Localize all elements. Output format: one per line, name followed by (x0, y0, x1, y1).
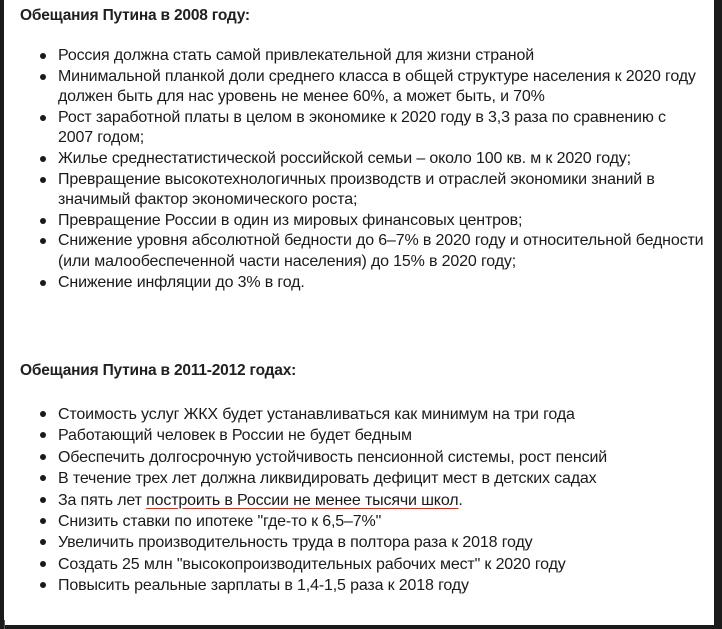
bullet-icon (40, 561, 46, 567)
bullet-icon (40, 74, 46, 80)
document-page (4, 0, 714, 625)
list-item: Повысить реальные зарплаты в 1,4-1,5 раза к 2018 году (4, 575, 704, 596)
list-item: Работающий человек в России не будет бедным (4, 425, 704, 446)
list-item: Россия должна стать самой привлекательной для жизни страной (4, 46, 704, 67)
section-heading-2011-2012: Обещания Путина в 2011-2012 годах: (20, 362, 297, 379)
list-item: Превращение России в один из мировых финансовых центров; (4, 211, 704, 232)
list-item: Превращение высокотехнологичных производств и отраслей экономики знаний в значимый фактор экономического роста; (4, 170, 704, 211)
bullet-icon (40, 475, 46, 481)
list-item: Снижение уровня абсолютной бедности до 6–7% в 2020 году и относительной бедности (или малообеспеченной части населения) до 15% в 2020 году; (4, 231, 704, 272)
bullet-icon (40, 539, 46, 545)
list-item: Снижение инфляции до 3% в год. (4, 273, 704, 294)
bullet-icon (40, 115, 46, 121)
bullet-icon (40, 218, 46, 224)
bullet-icon (40, 156, 46, 162)
list-item: Снизить ставки по ипотеке "где-то к 6,5–7%" (4, 511, 704, 532)
underlined-phrase: построить в России не менее тысячи школ (146, 491, 459, 509)
list-item: За пять лет построить в России не менее тысячи школ. (4, 490, 704, 511)
cursor-mark (4, 620, 5, 629)
list-item: Создать 25 млн "высокопроизводительных рабочих мест" к 2020 году (4, 554, 704, 575)
list-item: Минимальной планкой доли среднего класса в общей структуре населения к 2020 году должен быть для нас уровень не менее 60%, а может быть, и 70% (4, 67, 704, 108)
list-item: В течение трех лет должна ликвидировать дефицит мест в детских садах (4, 468, 704, 489)
list-item: Обеспечить долгосрочную устойчивость пенсионной системы, рост пенсий (4, 447, 704, 468)
bullet-icon (40, 238, 46, 244)
promises-2011-2012-list (4, 404, 704, 597)
list-item: Жилье среднестатистической российской семьи – около 100 кв. м к 2020 году; (4, 149, 704, 170)
list-item: Увеличить производительность труда в полтора раза к 2018 году (4, 532, 704, 553)
bullet-icon (40, 177, 46, 183)
bullet-icon (40, 432, 46, 438)
bullet-icon (40, 280, 46, 286)
bullet-icon (40, 497, 46, 503)
list-item: Стоимость услуг ЖКХ будет устанавливаться как минимум на три года (4, 404, 704, 425)
bullet-icon (40, 582, 46, 588)
bullet-icon (40, 454, 46, 460)
section-heading-2008: Обещания Путина в 2008 году: (20, 7, 250, 24)
bullet-icon (40, 53, 46, 59)
list-item: Рост заработной платы в целом в экономике к 2020 году в 3,3 раза по сравнению с 2007 годом; (4, 108, 704, 149)
bullet-icon (40, 518, 46, 524)
bullet-icon (40, 411, 46, 417)
promises-2008-list (4, 46, 704, 293)
